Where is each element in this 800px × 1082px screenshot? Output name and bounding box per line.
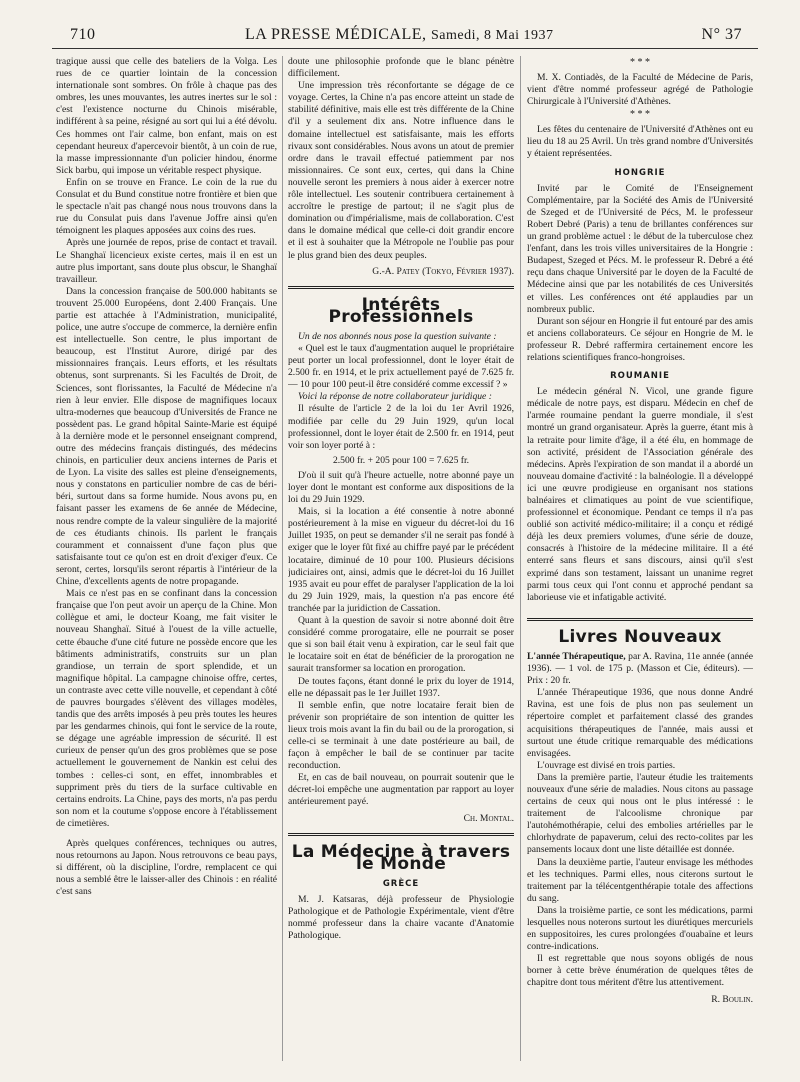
column-2 bbox=[288, 56, 514, 1066]
paragraph: Il est regrettable que nous soyons obligés de nous borner à cette brève énumération de quelques têtes de chapitre dont tous méritent d'être lus attentivement. bbox=[527, 953, 753, 989]
paragraph: Après quelques conférences, techniques ou autres, nous retournons au Japon. Nous retrouvons ce beau pays, si différent, où la discipline, l'ordre, remplacent ce qui nous a semblé être le laisser-aller des Chinois : en réalité c'est sans bbox=[56, 838, 277, 898]
book-entry bbox=[527, 651, 753, 687]
rent-formula: 2.500 fr. + 205 pour 100 = 7.625 fr. bbox=[332, 454, 470, 466]
article-signature: R. Boulin. bbox=[711, 993, 753, 1005]
paragraph: Invité par le Comité de l'Enseignement Complémentaire, par la Société des Amis de l'Université de Szeged et de l'Université de Pécs, M. le professeur Robert Debré (Paris) a tenu de brillantes conférences sur un grand problème actuel : le début de la tuberculose chez l'enfant, dans les trois villes universitaires de la Hongrie : Budapest, Szeged et Pécs. M. le professeur R. Debré a été reçu dans chaque Université par le doyen de la Faculté de Médecine ainsi que par les notabilités de ces Universités et villes. Les conférences ont été applaudies par un nombreux public. bbox=[527, 182, 753, 315]
article-signature: Ch. Montal. bbox=[463, 812, 514, 824]
paragraph: doute une philosophie profonde que le blanc pénètre difficilement. bbox=[288, 56, 514, 80]
book-title: L'année Thérapeutique, bbox=[527, 650, 626, 662]
section-divider bbox=[288, 286, 514, 289]
section-title-livres: Livres Nouveaux bbox=[558, 626, 722, 647]
column-divider bbox=[282, 56, 283, 1061]
paragraph: Dans la première partie, l'auteur étudie les traitements nouveaux d'une série de maladies. Nous citons au passage certains de ceux qui nous ont le plus intéressé : le traitement de l'alcoolisme chronique par l'autohémothérapie, celui des embolies artérielles par le chlorhydrate de papaverum, celui des recto-colites par les pansements locaux dont une liste détaillée est donnée. bbox=[527, 771, 753, 856]
paragraph: L'ouvrage est divisé en trois parties. bbox=[537, 759, 676, 771]
paragraph: M. J. Katsaras, déjà professeur de Physiologie Pathologique et de Pathologie Expérimentale, vient d'être nommé professeur dans la chaire vacante d'Anatomie Pathologique. bbox=[288, 893, 514, 942]
article-signature: G.-A. Patey (Tokyo, Février 1937). bbox=[372, 265, 514, 277]
issue-number: N° 37 bbox=[701, 26, 742, 43]
journal-title: LA PRESSE MÉDICALE, bbox=[245, 26, 427, 43]
paragraph: Dans la troisième partie, ce sont les médications, parmi lesquelles nous noterons surtout les diurétiques mercuriels en suppositoires, les cures prolongées d'ouabaïne et leurs contre-indications. bbox=[527, 904, 753, 953]
paragraph: Quant à la question de savoir si notre abonné doit être considéré comme prorogataire, elle ne pourrait se poser que si son bail était venu à expiration, car le seul fait que le locataire soit en état de bénéficier de la prorogation ne saurait transformer sa location en prorogation. bbox=[288, 615, 514, 675]
paragraph: Enfin on se trouve en France. Le coin de la rue du Consulat et du Bund constitue notre frontière et bien que le spectacle n'ait pas changé nous nous trouvons dans la rue du Consulat puis dans l'avenue Joffre ainsi qu'en témoignent les plaques apposées aux coins des rues. bbox=[56, 176, 277, 237]
paragraph: Dans la deuxième partie, l'auteur envisage les méthodes et les techniques. Parmi elles, nous citerons surtout le traitement par la télécentgenthérapie totale des affections du sang. bbox=[527, 856, 753, 904]
paragraph: Après une journée de repos, prise de contact et travail. Le Shanghaï licencieux existe certes, mais il en est un autre plus important, sans doute plus obscur, le Shanghaï travailleur. bbox=[56, 237, 277, 285]
paragraph: Une impression très réconfortante se dégage de ce voyage. Certes, la Chine n'a pas encore atteint un stade de stabilité définitive, mais elle est très différente de la Chine d'il y a seulement dix ans. Notre influence dans le domaine intellectuel est satisfaisante, mais les efforts rivaux sont considérables. Nous avons un atout de premier ordre dans le travail effectué patiemment par nos missionnaires. Ce sont eux, certes, qui dans la Chine nouvelle seront les premiers à nous aider à exercer notre rôle intellectuel. Les soutenir contribuera certainement à accroître le prestige de partout; il ne s'agit plus de domination ou d'impérialisme, mais de collaboration. C'est dans le domaine médical que celle-ci doit grandir encore et il est à souhaiter que la Métropole ne l'oublie pas pour le plus grand bien des deux peuples. bbox=[288, 80, 514, 261]
paragraph: Dans la concession française de 500.000 habitants se trouvent 25.000 Européens, dont 2.400 Français. Une partie est attachée à l'Administration, municipalité, police, une autre s'occupe de commerce, la dernière enfin est intellectuelle. Son centre, le plus important de beaucoup, est l'Institut Aurore, dirigé par des missionnaires français. Leurs efforts, et les résultats obtenus, sont surprenants. Si les Facultés de Droit, de Sciences, sont florissantes, la Faculté de Médecine n'a rien à leur envier. Elle dispose de magnifiques locaux ultra-modernes que beaucoup d'Universités de France ne possèdent pas. Le grand hôpital Sainte-Marie est équipé à la dernière mode et le personnel enseignant comprend, outre des médecins français distingués, des médecins chinois, en particulier deux anciens internes de Paris et de Lyon. La visite des salles est pleine d'enseignements, nous y constatons en particulier nombre de cas de béri-béri, surtout dans sa forme humide. Nous avons pu, en faisant passer les examens de 6e année de Médecine, nous rendre compte de la valeur singulière de la majorité de ces étudiants chinois. Ils parlent le français couramment et connaissent d'une façon plus que satisfaisante tout ce qu'on est en droit d'exiger d'eux. Ce seront, certes, lorsqu'ils seront répartis à l'intérieur de la Chine, d'excellents agents de notre propagande. bbox=[56, 285, 277, 588]
column-divider bbox=[520, 56, 521, 1061]
paragraph: Il semble enfin, que notre locataire ferait bien de prévenir son propriétaire de son intention de quitter les lieux trois mois avant la fin du bail ou de la prorogation, si celle-ci se terminait à une date postérieure au bail, de façon à empêcher le bail de se continuer par tacite reconduction. bbox=[288, 699, 514, 772]
paragraph: tragique aussi que celle des bateliers de la Volga. Les rues de ce quartier lointain de la concession internationale sont sombres. On frôle à chaque pas des ombres, les unes mouvantes, les autres inertes sur le sol : c'est l'existence nocturne du Chinois misérable, indifférent à sa peine, résigné au sort qui lui a été dévolu. Ces hommes ont l'air calme, bon enfant, mais on est cependant heureux d'apercevoir bientôt, à un coin de rue, la masse impressionnante d'un policier hindou, énorme Sick barbu, qui impose un véritable respect physique. bbox=[56, 56, 277, 176]
intro-line: Un de nos abonnés nous pose la question suivante : bbox=[298, 330, 497, 342]
page-number: 710 bbox=[70, 26, 96, 43]
issue-date: Samedi, 8 Mai 1937 bbox=[431, 28, 554, 43]
section-title-medecine: La Médecine à travers le Monde bbox=[291, 841, 511, 874]
column-3 bbox=[527, 56, 753, 1066]
section-divider bbox=[527, 618, 753, 621]
separator-stars: * * * bbox=[630, 57, 650, 68]
journal-header bbox=[245, 26, 565, 48]
paragraph: Mais, si la location a été consentie à notre abonné postérieurement à la mise en vigueur du décret-loi du 16 Juillet 1935, on peut se demander s'il ne serait pas fondé à exiger que le loyer fût fixé au chiffre payé par le précédent locataire, diminué de 10 pour 100. Plusieurs décisions judiciaires ont, ainsi, admis que le décret-loi du 16 Juillet 1935 avait eu pour effet de paralyser l'application de la loi du 29 Juin 1929, mais, la question n'a pas encore été tranchée par la juridiction de Cassation. bbox=[288, 506, 514, 614]
section-title-interets: Intérêts Professionnels bbox=[328, 294, 474, 327]
column-1 bbox=[56, 56, 277, 1066]
paragraph: Et, en cas de bail nouveau, on pourrait soutenir que le décret-loi empêche une augmentation par rapport au loyer antérieurement payé. bbox=[288, 772, 514, 808]
paragraph: Durant son séjour en Hongrie il fut entouré par des amis et anciens collaborateurs. Ce séjour en Hongrie de M. le professeur R. Debré raffermira certainement encore les relations scientifiques franco-hongroises. bbox=[527, 315, 753, 363]
paragraph: De toutes façons, étant donné le prix du loyer de 1914, elle ne dépassait pas le 1er Juillet 1937. bbox=[288, 675, 514, 699]
book-reference: par A. Ravina, 11e année (année 1936). — 1 vol. de 175 p. (Masson et Cie, éditeurs). — Prix : 20 fr. bbox=[527, 650, 753, 687]
reader-question: « Quel est le taux d'augmentation auquel le propriétaire peut porter un local professionnel, dont le loyer était de 2.500 fr. en 1914, et le prix actuellement payé de 7.625 fr. — 10 pour 100 peut-il être considéré comme excessif ? » bbox=[288, 342, 514, 391]
paragraph: M. X. Contiadès, de la Faculté de Médecine de Paris, vient d'être nommé professeur agrégé de Pathologie Chirurgicale à l'Université d'Athènes. bbox=[527, 72, 753, 108]
paragraph: Les fêtes du centenaire de l'Université d'Athènes ont eu lieu du 18 au 25 Avril. Un très grand nombre d'Universités y étaient représentées. bbox=[527, 124, 753, 160]
country-label-greece: GRÈCE bbox=[382, 878, 420, 889]
country-label-romania: ROUMANIE bbox=[610, 371, 670, 382]
section-divider bbox=[288, 833, 514, 836]
paragraph: Mais ce n'est pas en se confinant dans la concession française que l'on peut avoir un aperçu de la Chine. Mon collègue et ami, le docteur Koang, me fait visiter le nouveau Shanghaï. Situé à l'ouest de la ville actuelle, cette ébauche d'une cité future ne possède encore que les bâtiments administratifs, construits sur un plan grandiose, un terrain de sport splendide, et un magnifique hôpital. La campagne chinoise offre, certes, un contraste avec cette ville nouvelle, et cependant à côté de pauvres bourgades s'élèvent des villages modèles, tandis que des arrêts imposés à peu près toutes les heures par les gendarmes chinois, qui font le service de la route, se dégage une agréable impression de sécurité. Il est curieux de penser qu'un des gros problèmes que se pose actuellement le gouvernement de Nankin est celui des tombes : celles-ci sont, en effet, innombrables et suppriment près du tiers de la surface cultivable en certains endroits. La Chine, pays des morts, n'a pas perdu son nom et la coutume s'oppose encore à l'établissement de cimetières. bbox=[56, 588, 277, 829]
paragraph: L'année Thérapeutique 1936, que nous donne André Ravina, est une fois de plus non pas seulement un répertoire complet et parfaitement classé des grandes acquisitions thérapeutiques de l'année, mais aussi et surtout une étude critique remarquable des médications envisagées. bbox=[527, 687, 753, 759]
paragraph: Le médecin général N. Vicol, une grande figure médicale de notre pays, est disparu. Médecin en chef de l'armée roumaine pendant la guerre mondiale, il s'est montré un grand organisateur. Après la guerre, étant mis à la retraite pour limite d'âge, il a été élu, en hommage de son activité, président de l'Association générale des médecins. Après l'expiration de son mandat il a abordé un nouveau domaine d'activité : la balnéologie. Il a développé ici une œuvre prodigieuse en organisant nos stations balnéaires et climatiques au point de vue scientifique, professionnel et économique. Pendant ce temps il n'a pas oublié son activité médico-militaire; il a conçu et rédigé déjà les deux premiers volumes, d'une série de douze, consacrés à l'histoire de la médecine militaire. Il a été enterré sans fleurs et sans discours, ainsi qu'il s'est exprimé dans son testament, laissant un unanime regret parmi tous ceux qui l'ont connu et approché pendant sa laborieuse vie et infatigable activité. bbox=[527, 386, 753, 603]
country-label-hungary: HONGRIE bbox=[614, 167, 666, 178]
separator-stars: * * * bbox=[630, 109, 650, 121]
paragraph: Il résulte de l'article 2 de la loi du 1er Avril 1926, modifiée par celle du 29 Juin 1929, qu'un local professionnel, dont le loyer était de 2.500 fr. en 1914, peut voir son loyer porté à : bbox=[288, 403, 514, 451]
paragraph: D'où il suit qu'à l'heure actuelle, notre abonné paye un loyer dont le montant est conforme aux dispositions de la loi du 29 Juin 1929. bbox=[288, 469, 514, 506]
header-rule bbox=[52, 48, 758, 49]
reply-intro: Voici la réponse de notre collaborateur juridique : bbox=[298, 391, 492, 403]
